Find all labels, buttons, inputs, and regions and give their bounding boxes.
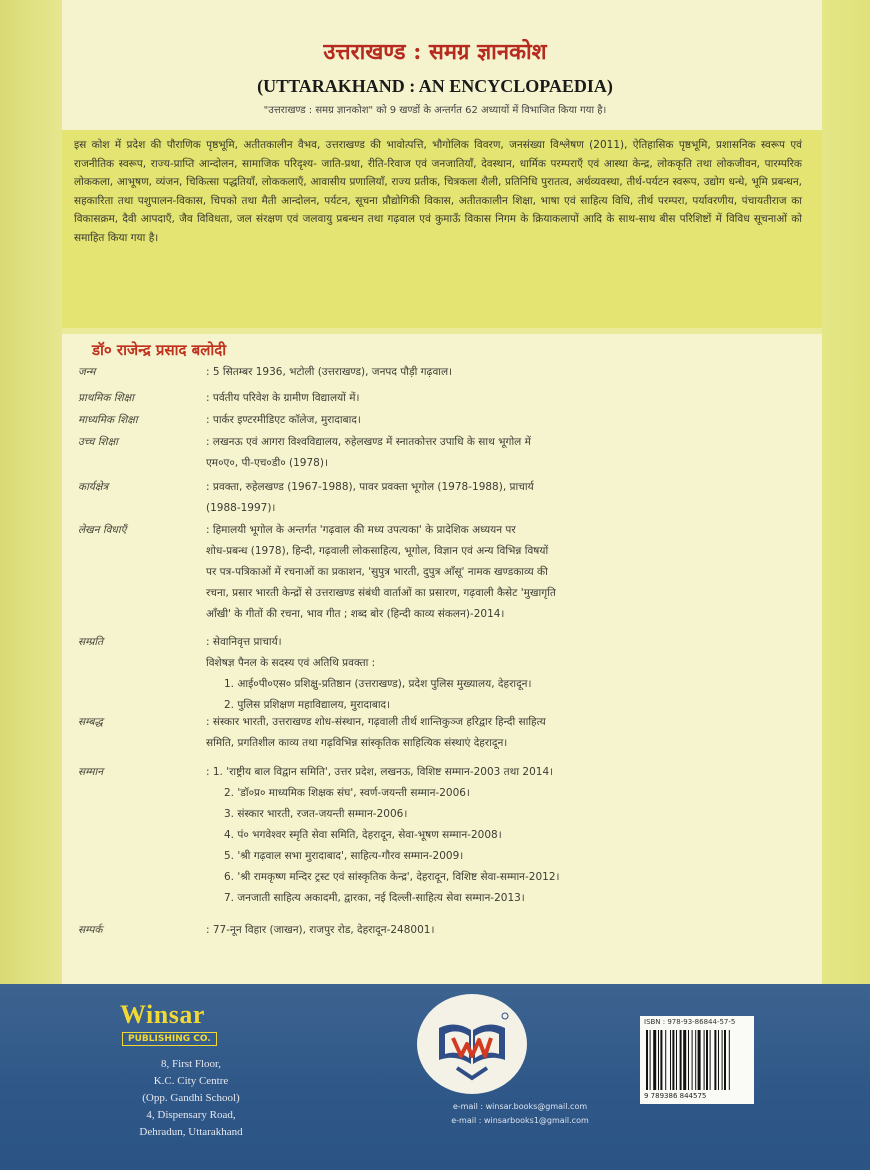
detail-value (206, 920, 806, 941)
volume-note: "उत्तराखण्ड : समग्र ज्ञानकोश" को 9 खण्डों के अन्तर्गत 62 अध्यायों में विभाजित किया गया है। (263, 105, 607, 116)
detail-label: सम्मान (78, 766, 104, 778)
detail-line: आँखी' के गीतों की रचना, भाव गीत ; शब्द बोर (हिन्दी काव्य संकलन)-2014। (206, 608, 505, 620)
detail-line: : प्रवक्ता, रुहेलखण्ड (1967-1988), पावर प्रवक्ता भूगोल (1978-1988), प्राचार्य (206, 481, 534, 493)
detail-line: 3. संस्कार भारती, रजत-जयन्ती सम्मान-2006। (224, 808, 408, 820)
address-line: 8, First Floor, (160, 1058, 222, 1070)
detail-line: : हिमालयी भूगोल के अन्तर्गत 'गढ़वाल की मध्य उपत्यका' के प्रादेशिक अध्ययन पर (206, 524, 516, 536)
detail-line: : संस्कार भारती, उत्तराखण्ड शोध-संस्थान, गढ़वाली तीर्थ शान्तिकुञ्ज हरिद्वार हिन्दी साहित्य (206, 716, 546, 728)
detail-value (206, 762, 806, 909)
detail-line: 5. 'श्री गढ़वाल सभा मुरादाबाद', साहित्य-गौरव सम्मान-2009। (224, 850, 464, 862)
detail-value (206, 712, 806, 754)
detail-line: : पर्वतीय परिवेश के ग्रामीण विद्यालयों में। (206, 392, 360, 404)
detail-line: : सेवानिवृत्त प्राचार्य। (206, 636, 282, 648)
publisher-emails (420, 1100, 620, 1128)
detail-value (206, 362, 806, 383)
detail-label: लेखन विधाएँ (78, 524, 127, 536)
detail-line: विशेषज्ञ पैनल के सदस्य एवं अतिथि प्रवक्ता : (206, 657, 376, 669)
book-description: इस कोश में प्रदेश की पौराणिक पृष्ठभूमि, अतीतकालीन वैभव, उत्तराखण्ड की भावोत्पत्ति, भौगोलिक विवरण, जनसंख्या विश्लेषण (2011), ऐतिहासिक पृष्ठभूमि, प्रशासनिक स्वरूप एवं राजनीतिक स्वरूप, राज्य-प्राप्ति आन्दोलन, सामाजिक परिदृश्य- जाति-प्रथा, रीति-रिवाज एवं जनजातियाँ, देवस्थान, धार्मिक परम्पराएँ एवं आस्था केन्द्र, लोककृति तथा लोकजीवन, पारम्परिक लोककला, आभूषण, व्यंजन, चिकित्सा पद्धतियाँ, लोककलाएँ, आवासीय प्रणालियाँ, राज्य प्रतीक, चित्रकला शैली, प्रतिनिधि पुरातत्व, अर्थव्यवस्था, तीर्थ-पर्यटन स्वरूप, उद्योग धन्धे, भूमि प्रबन्धन, सहकारिता तथा पशुपालन-विकास, चिपको तथा मैती आन्दोलन, पर्यटन, सूचना प्रौद्योगिकी विकास, अतीतकालीन शिक्षा, भाषा एवं साहित्य विधि, तीर्थ परम्परा, पर्यावरणीय, पंचायतीराज का विकासक्रम, दैवी आपदाएँ, जैव विविधता, जल संरक्षण एवं जलवायु प्रबन्धन तथा गढ़वाल एवं कुमाऊँ विकास निगम के क्रियाकलापों आदि के साथ-साथ बीस परिशिष्टों में विविध सूचनाओं को समाहित किया गया है। (74, 139, 802, 244)
detail-line: शोध-प्रबन्ध (1978), हिन्दी, गढ़वाली लोकसाहित्य, भूगोल, विज्ञान एवं अन्य विभिन्न विषयों (206, 545, 549, 557)
detail-value (206, 520, 806, 625)
detail-value (206, 632, 806, 716)
detail-line: 7. जनजाती साहित्य अकादमी, द्वारका, नई दिल्ली-साहित्य सेवा सम्मान-2013। (224, 892, 525, 904)
detail-line: 1. आई०पी०एस० प्रशिक्षु-प्रतिष्ठान (उत्तराखण्ड), प्रदेश पुलिस मुख्यालय, देहरादून। (224, 678, 532, 690)
detail-value (206, 388, 806, 409)
publisher-subtitle: PUBLISHING CO. (122, 1032, 217, 1046)
barcode-digits: 9 789386 844575 (644, 1092, 707, 1100)
detail-line: समिति, प्रगतिशील काव्य तथा गढ़विभिन्न सांस्कृतिक साहित्यिक संस्थाएं देहरादून। (206, 737, 508, 749)
detail-label: उच्च शिक्षा (78, 436, 118, 448)
book-logo-icon (417, 994, 527, 1094)
address-line: 4, Dispensary Road, (146, 1109, 236, 1121)
detail-line: 6. 'श्री रामकृष्ण मन्दिर ट्रस्ट एवं सांस्कृतिक केन्द्र', देहरादून, विशिष्ट सेवा-सम्मान-2012। (224, 871, 560, 883)
title-english: (UTTARAKHAND : AN ENCYCLOPAEDIA) (257, 76, 613, 96)
detail-line: : लखनऊ एवं आगरा विश्वविद्यालय, रुहेलखण्ड में स्नातकोत्तर उपाधि के साथ भूगोल में (206, 436, 531, 448)
detail-value (206, 410, 806, 431)
detail-line: : 5 सितम्बर 1936, भटोली (उत्तराखण्ड), जनपद पौड़ी गढ़वाल। (206, 366, 453, 378)
barcode-bars-icon (646, 1030, 748, 1090)
detail-line: एम०ए०, पी-एच०डी० (1978)। (206, 457, 328, 469)
detail-label: सम्प्रति (78, 636, 104, 648)
cover-right-margin (822, 0, 870, 995)
detail-label: सम्पर्क (78, 924, 103, 936)
publisher-name: Winsar (120, 1000, 205, 1029)
detail-line: 2. पुलिस प्रशिक्षण महाविद्यालय, मुरादाबाद। (224, 699, 391, 711)
detail-line: रचना, प्रसार भारती केन्द्रों से उत्तराखण्ड संबंधी वार्ताओं का प्रसारण, गढ़वाली कैसेट 'मुखागृति (206, 587, 556, 599)
detail-label: कार्यक्षेत्र (78, 481, 109, 493)
detail-label: सम्बद्ध (78, 716, 103, 728)
detail-line: : पार्कर इण्टरमीडिएट कॉलेज, मुरादाबाद। (206, 414, 361, 426)
detail-line: : 1. 'राष्ट्रीय बाल विद्वान समिति', उत्तर प्रदेश, लखनऊ, विशिष्ट सम्मान-2003 तथा 2014। (206, 766, 554, 778)
detail-line: (1988-1997)। (206, 502, 276, 514)
isbn-text: ISBN : 978-93-86844-57-5 (644, 1018, 736, 1026)
detail-label: माध्यमिक शिक्षा (78, 414, 138, 426)
detail-line: पर पत्र-पत्रिकाओं में रचनाओं का प्रकाशन, 'सुपुत्र भारती, दुपुत्र आँसू' नामक खण्डकाव्य की (206, 566, 548, 578)
publisher-address (96, 1056, 286, 1141)
detail-value (206, 477, 806, 519)
address-line: Dehradun, Uttarakhand (139, 1126, 243, 1138)
address-line: K.C. City Centre (153, 1075, 229, 1087)
barcode (640, 1016, 754, 1104)
author-name: डॉ० राजेन्द्र प्रसाद बलोदी (92, 341, 227, 359)
detail-label: जन्म (78, 366, 96, 378)
email-line: e-mail : winsar.books@gmail.com (452, 1102, 588, 1111)
detail-label: प्राथमिक शिक्षा (78, 392, 134, 404)
detail-line: : 77-नून विहार (जाखन), राजपुर रोड, देहरादून-248001। (206, 924, 435, 936)
detail-line: 4. पं० भगवेश्वर स्मृति सेवा समिति, देहरादून, सेवा-भूषण सम्मान-2008। (224, 829, 502, 841)
detail-line: 2. 'डॉ०प्र० माध्यमिक शिक्षक संघ', स्वर्ण-जयन्ती सम्मान-2006। (224, 787, 470, 799)
cover-left-margin (0, 0, 62, 995)
email-line: e-mail : winsarbooks1@gmail.com (451, 1116, 589, 1125)
address-line: (Opp. Gandhi School) (142, 1092, 240, 1104)
detail-value (206, 432, 806, 474)
publisher-logo (417, 994, 527, 1094)
title-hindi: उत्तराखण्ड : समग्र ज्ञानकोश (323, 39, 547, 65)
